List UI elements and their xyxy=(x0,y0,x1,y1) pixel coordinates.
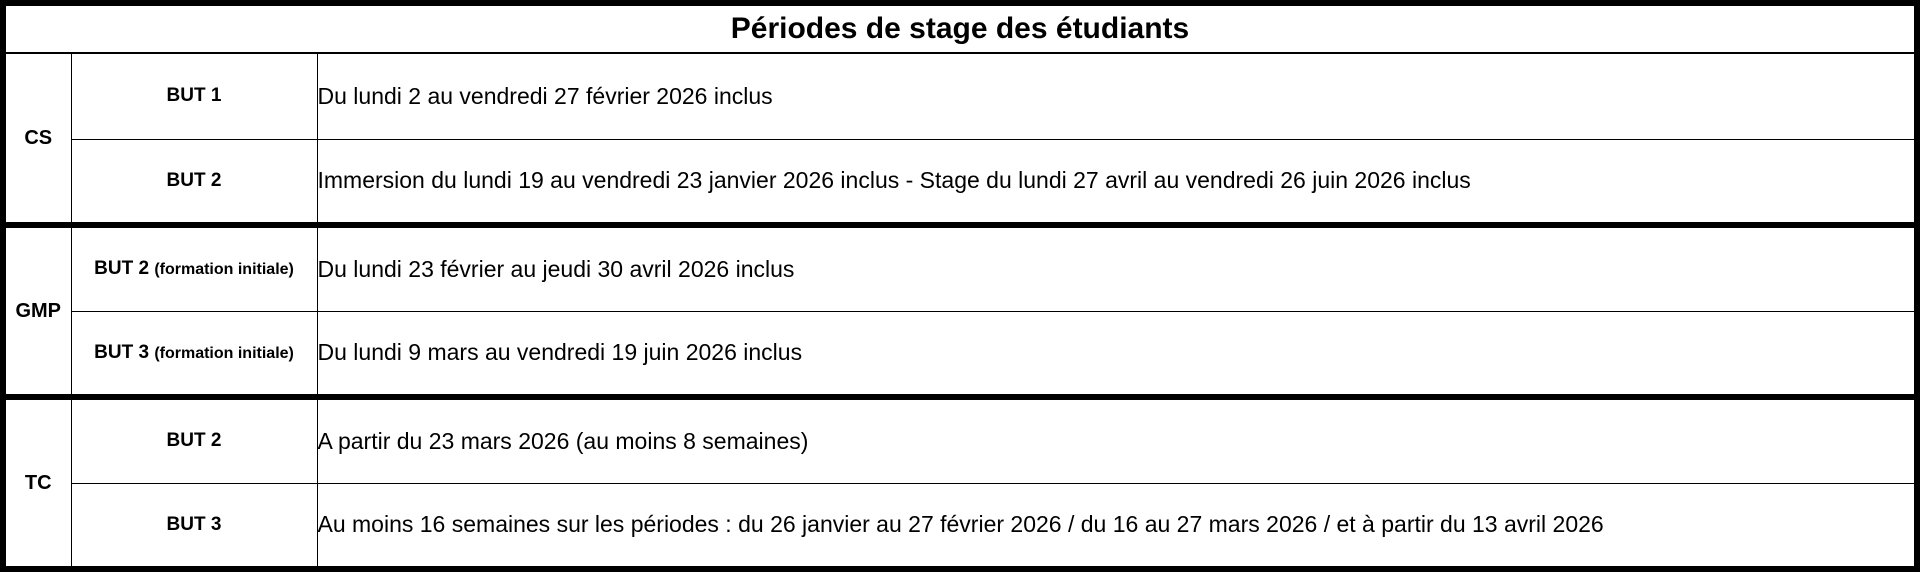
level-cell xyxy=(71,397,317,483)
level-label: BUT 3 xyxy=(94,341,150,363)
table-row xyxy=(3,225,1917,311)
table-row xyxy=(3,397,1917,483)
period-cell: Du lundi 23 février au jeudi 30 avril 2026 inclus xyxy=(317,225,1917,311)
period-cell: Du lundi 9 mars au vendredi 19 juin 2026 inclus xyxy=(317,311,1917,397)
level-label: BUT 2 xyxy=(94,258,150,280)
level-note: (formation initiale) xyxy=(154,261,294,279)
department-cs: CS xyxy=(3,53,71,225)
table-row xyxy=(3,139,1917,225)
level-cell xyxy=(71,53,317,139)
department-tc: TC xyxy=(3,397,71,569)
level-label: BUT 2 xyxy=(166,430,222,452)
level-label: BUT 2 xyxy=(166,169,222,191)
period-cell: Au moins 16 semaines sur les périodes : du 26 janvier au 27 février 2026 / du 16 au 27 mars 2026 / et à partir du 13 avril 2026 xyxy=(317,483,1917,569)
table-row xyxy=(3,53,1917,139)
table-title: Périodes de stage des étudiants xyxy=(3,3,1917,53)
table-row xyxy=(3,311,1917,397)
level-cell xyxy=(71,311,317,397)
level-label: BUT 1 xyxy=(166,85,222,107)
level-cell xyxy=(71,139,317,225)
department-gmp: GMP xyxy=(3,225,71,397)
level-note: (formation initiale) xyxy=(154,344,294,362)
period-cell: A partir du 23 mars 2026 (au moins 8 semaines) xyxy=(317,397,1917,483)
level-cell xyxy=(71,225,317,311)
level-label: BUT 3 xyxy=(166,513,222,535)
period-cell: Immersion du lundi 19 au vendredi 23 janvier 2026 inclus - Stage du lundi 27 avril au vendredi 26 juin 2026 inclus xyxy=(317,139,1917,225)
table-row xyxy=(3,483,1917,569)
period-cell: Du lundi 2 au vendredi 27 février 2026 inclus xyxy=(317,53,1917,139)
level-cell xyxy=(71,483,317,569)
